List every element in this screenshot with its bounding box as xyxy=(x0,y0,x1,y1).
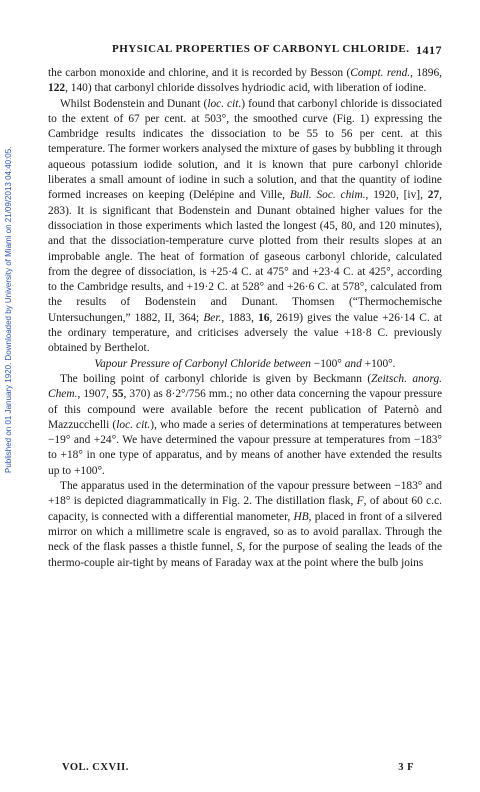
p2-volume-2: 16 xyxy=(258,311,270,324)
p2-text-c: , 1920, [iv], xyxy=(365,189,428,202)
p3-text-c: , 370) as 8·2°/756 mm.; no other data concerning the vapour pressure of this compound were available before the recent publication of Paternò and Mazzucchelli ( xyxy=(48,388,443,431)
section-heading xyxy=(48,357,442,372)
p4-text-b: , of about 60 c.c. capacity, is connected with a differential manometer, xyxy=(48,495,442,523)
p2-volume: 27 xyxy=(427,189,440,202)
p4-manometer-label: HB xyxy=(293,510,309,523)
section-heading-d: +100° xyxy=(364,357,393,370)
p2-text-a: Whilst Bodenstein and Dunant ( xyxy=(60,97,208,110)
p3-citation: loc. cit. xyxy=(116,418,151,431)
p2-text-e: , 1883, xyxy=(221,311,259,324)
p2-journal-2: Ber. xyxy=(203,311,222,324)
download-watermark: Published on 01 January 1920. Downloaded by University of Miami on 21/09/2013 04:40:05. xyxy=(4,146,13,474)
p2-text-d: , 283). It is significant that Bodenstein and Dunant obtained higher values for the dissociation in those experiments which lasted the longest (45, 80, and 120 minutes), and that the dissociation-temperature curve plotted from their results slopes at an improbable angle. The heat of formation of gaseous carbonyl chloride, calculated from the degree of dissociation, is +25·4 C. at 475° and +23·4 C. at 425°, according to the Cambridge results, and +19·2 C. at 528° and +26·6 C. at 578°, calculated from the results of Bodenstein and Dunant. Thomsen (“Thermochemische Untersuchungen,” 1882, II, 364; xyxy=(48,189,442,324)
section-heading-a: Vapour Pressure of Carbonyl Chloride between xyxy=(94,357,314,370)
p2-citation: loc. cit. xyxy=(207,97,242,110)
p3-journal: Zeitsch. anorg. Chem. xyxy=(48,372,442,401)
p4-text-a: The apparatus used in the determination of the vapour pressure between −183° and +18° is depicted diagrammatically in Fig. 2. The distillation flask, xyxy=(48,480,442,508)
p4-flask-label: F xyxy=(356,495,364,508)
p1-text-a: the carbon monoxide and chlorine, and it is recorded by Besson ( xyxy=(48,67,351,79)
page-number: 1417 xyxy=(416,43,442,57)
p1-text-b: , 1896, xyxy=(410,67,442,79)
p3-volume: 55 xyxy=(112,388,124,401)
article-body xyxy=(48,66,442,571)
signature-mark: 3 F xyxy=(398,762,414,773)
section-heading-e: . xyxy=(392,357,396,370)
p2-text-f: , 2619) gives the value +26·14 C. at the ordinary temperature, and criticises adversely the value +18·8 C. previously obtained by Berthelot. xyxy=(48,311,443,355)
paragraph-1 xyxy=(48,66,442,97)
p4-text-c: , placed in front of a silvered mirror on which a millimetre scale is engraved, so as to avoid parallax. Through the neck of the flask passes a thistle funnel, xyxy=(48,510,442,554)
p2-journal: Bull. Soc. chim. xyxy=(289,189,366,202)
section-heading-c: and xyxy=(341,357,365,370)
p4-text-d: , for the purpose of sealing the leads of the thermo-couple air-tight by means of Faraday wax at the point where the bulb joins xyxy=(48,541,443,569)
p3-text-a: The boiling point of carbonyl chloride is given by Beckmann ( xyxy=(60,372,372,385)
p4-funnel-label: S xyxy=(236,541,243,554)
p1-journal: Compt. rend. xyxy=(350,67,411,79)
p2-text-b: ) found that carbonyl chloride is dissociated to the extent of 67 per cent. at 503°, the smoothed curve (Fig. 1) expressing the Cambridge results indicates the dissociation to be 55 to 56 per cent. at this temperature. The former workers analysed the mixture of gases by bubbling it through aqueous potassium iodide solution, and it is known that pure carbonyl chloride liberates a small amount of iodine in such a solution, and that the quantity of iodine formed increases on keeping (Delépine and Ville, xyxy=(48,97,442,202)
p3-text-b: , 1907, xyxy=(77,388,113,401)
p1-text-c: , 140) that carbonyl chloride dissolves hydriodic acid, with liberation of iodine. xyxy=(65,82,427,95)
running-title: PHYSICAL PROPERTIES OF CARBONYL CHLORIDE. xyxy=(112,43,410,55)
paragraph-2 xyxy=(48,97,442,357)
p3-text-d: ), who made a series of determinations at temperatures between −19° and +24°. We have determined the vapour pressure at temperatures from −183° to +18° in one type of apparatus, and by means of another have extended the results up to +100°. xyxy=(48,418,442,477)
paragraph-3 xyxy=(48,372,442,479)
section-heading-b: −100° xyxy=(313,357,342,370)
p1-volume: 122 xyxy=(48,82,66,95)
paragraph-4 xyxy=(48,479,442,571)
volume-label: VOL. CXVII. xyxy=(62,762,129,773)
